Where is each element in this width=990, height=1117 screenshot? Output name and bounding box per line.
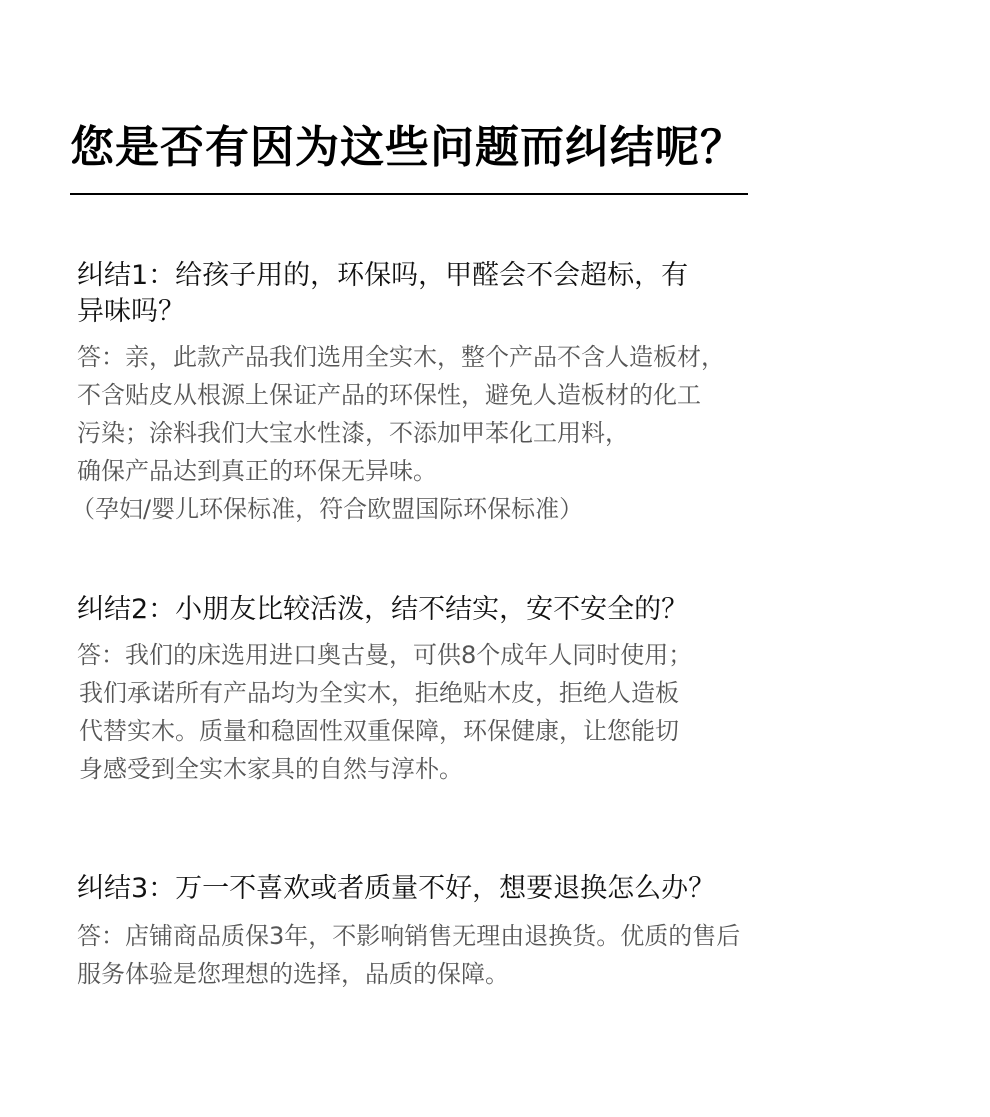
page-title: 您是否有因为这些问题而纠结呢？ — [70, 122, 745, 173]
answer-1-line-1: 答：亲，此款产品我们选用全实木，整个产品不含人造板材， — [77, 343, 725, 371]
question-3-line-1: 纠结3：万一不喜欢或者质量不好，想要退换怎么办？ — [77, 873, 716, 904]
answer-2 — [77, 636, 777, 788]
answer-3-line-2: 服务体验是您理想的选择，品质的保障。 — [77, 960, 509, 988]
faq-section-1 — [71, 258, 777, 528]
question-1 — [77, 258, 777, 330]
faq-section-2 — [77, 592, 777, 788]
answer-2-line-3: 代替实木。质量和稳固性双重保障，环保健康，让您能切 — [79, 717, 679, 745]
faq-section-3 — [77, 871, 777, 993]
question-2 — [77, 592, 777, 628]
answer-1-line-3: 污染；涂料我们大宝水性漆，不添加甲苯化工用料， — [77, 419, 629, 447]
answer-1-line-4: 确保产品达到真正的环保无异味。 — [77, 457, 437, 485]
answer-2-line-2: 我们承诺所有产品均为全实木，拒绝贴木皮，拒绝人造板 — [79, 679, 679, 707]
question-3 — [77, 871, 777, 907]
answer-2-line-4: 身感受到全实木家具的自然与淳朴。 — [79, 755, 463, 783]
answer-3-line-1: 答：店铺商品质保3年，不影响销售无理由退换货。优质的售后 — [77, 922, 741, 950]
question-1-line-1: 纠结1：给孩子用的，环保吗，甲醛会不会超标，有 — [77, 260, 689, 291]
answer-2-line-1: 答：我们的床选用进口奥古曼，可供8个成年人同时使用； — [77, 641, 693, 669]
answer-1 — [71, 338, 777, 528]
answer-1-line-2: 不含贴皮从根源上保证产品的环保性，避免人造板材的化工 — [77, 381, 701, 409]
answer-1-line-5: （孕妇/婴儿环保标准，符合欧盟国际环保标准） — [71, 495, 584, 523]
question-2-line-1: 纠结2：小朋友比较活泼，结不结实，安不安全的？ — [77, 594, 689, 625]
answer-3 — [77, 917, 777, 993]
title-divider — [70, 193, 748, 195]
question-1-line-2: 异味吗？ — [77, 296, 185, 327]
